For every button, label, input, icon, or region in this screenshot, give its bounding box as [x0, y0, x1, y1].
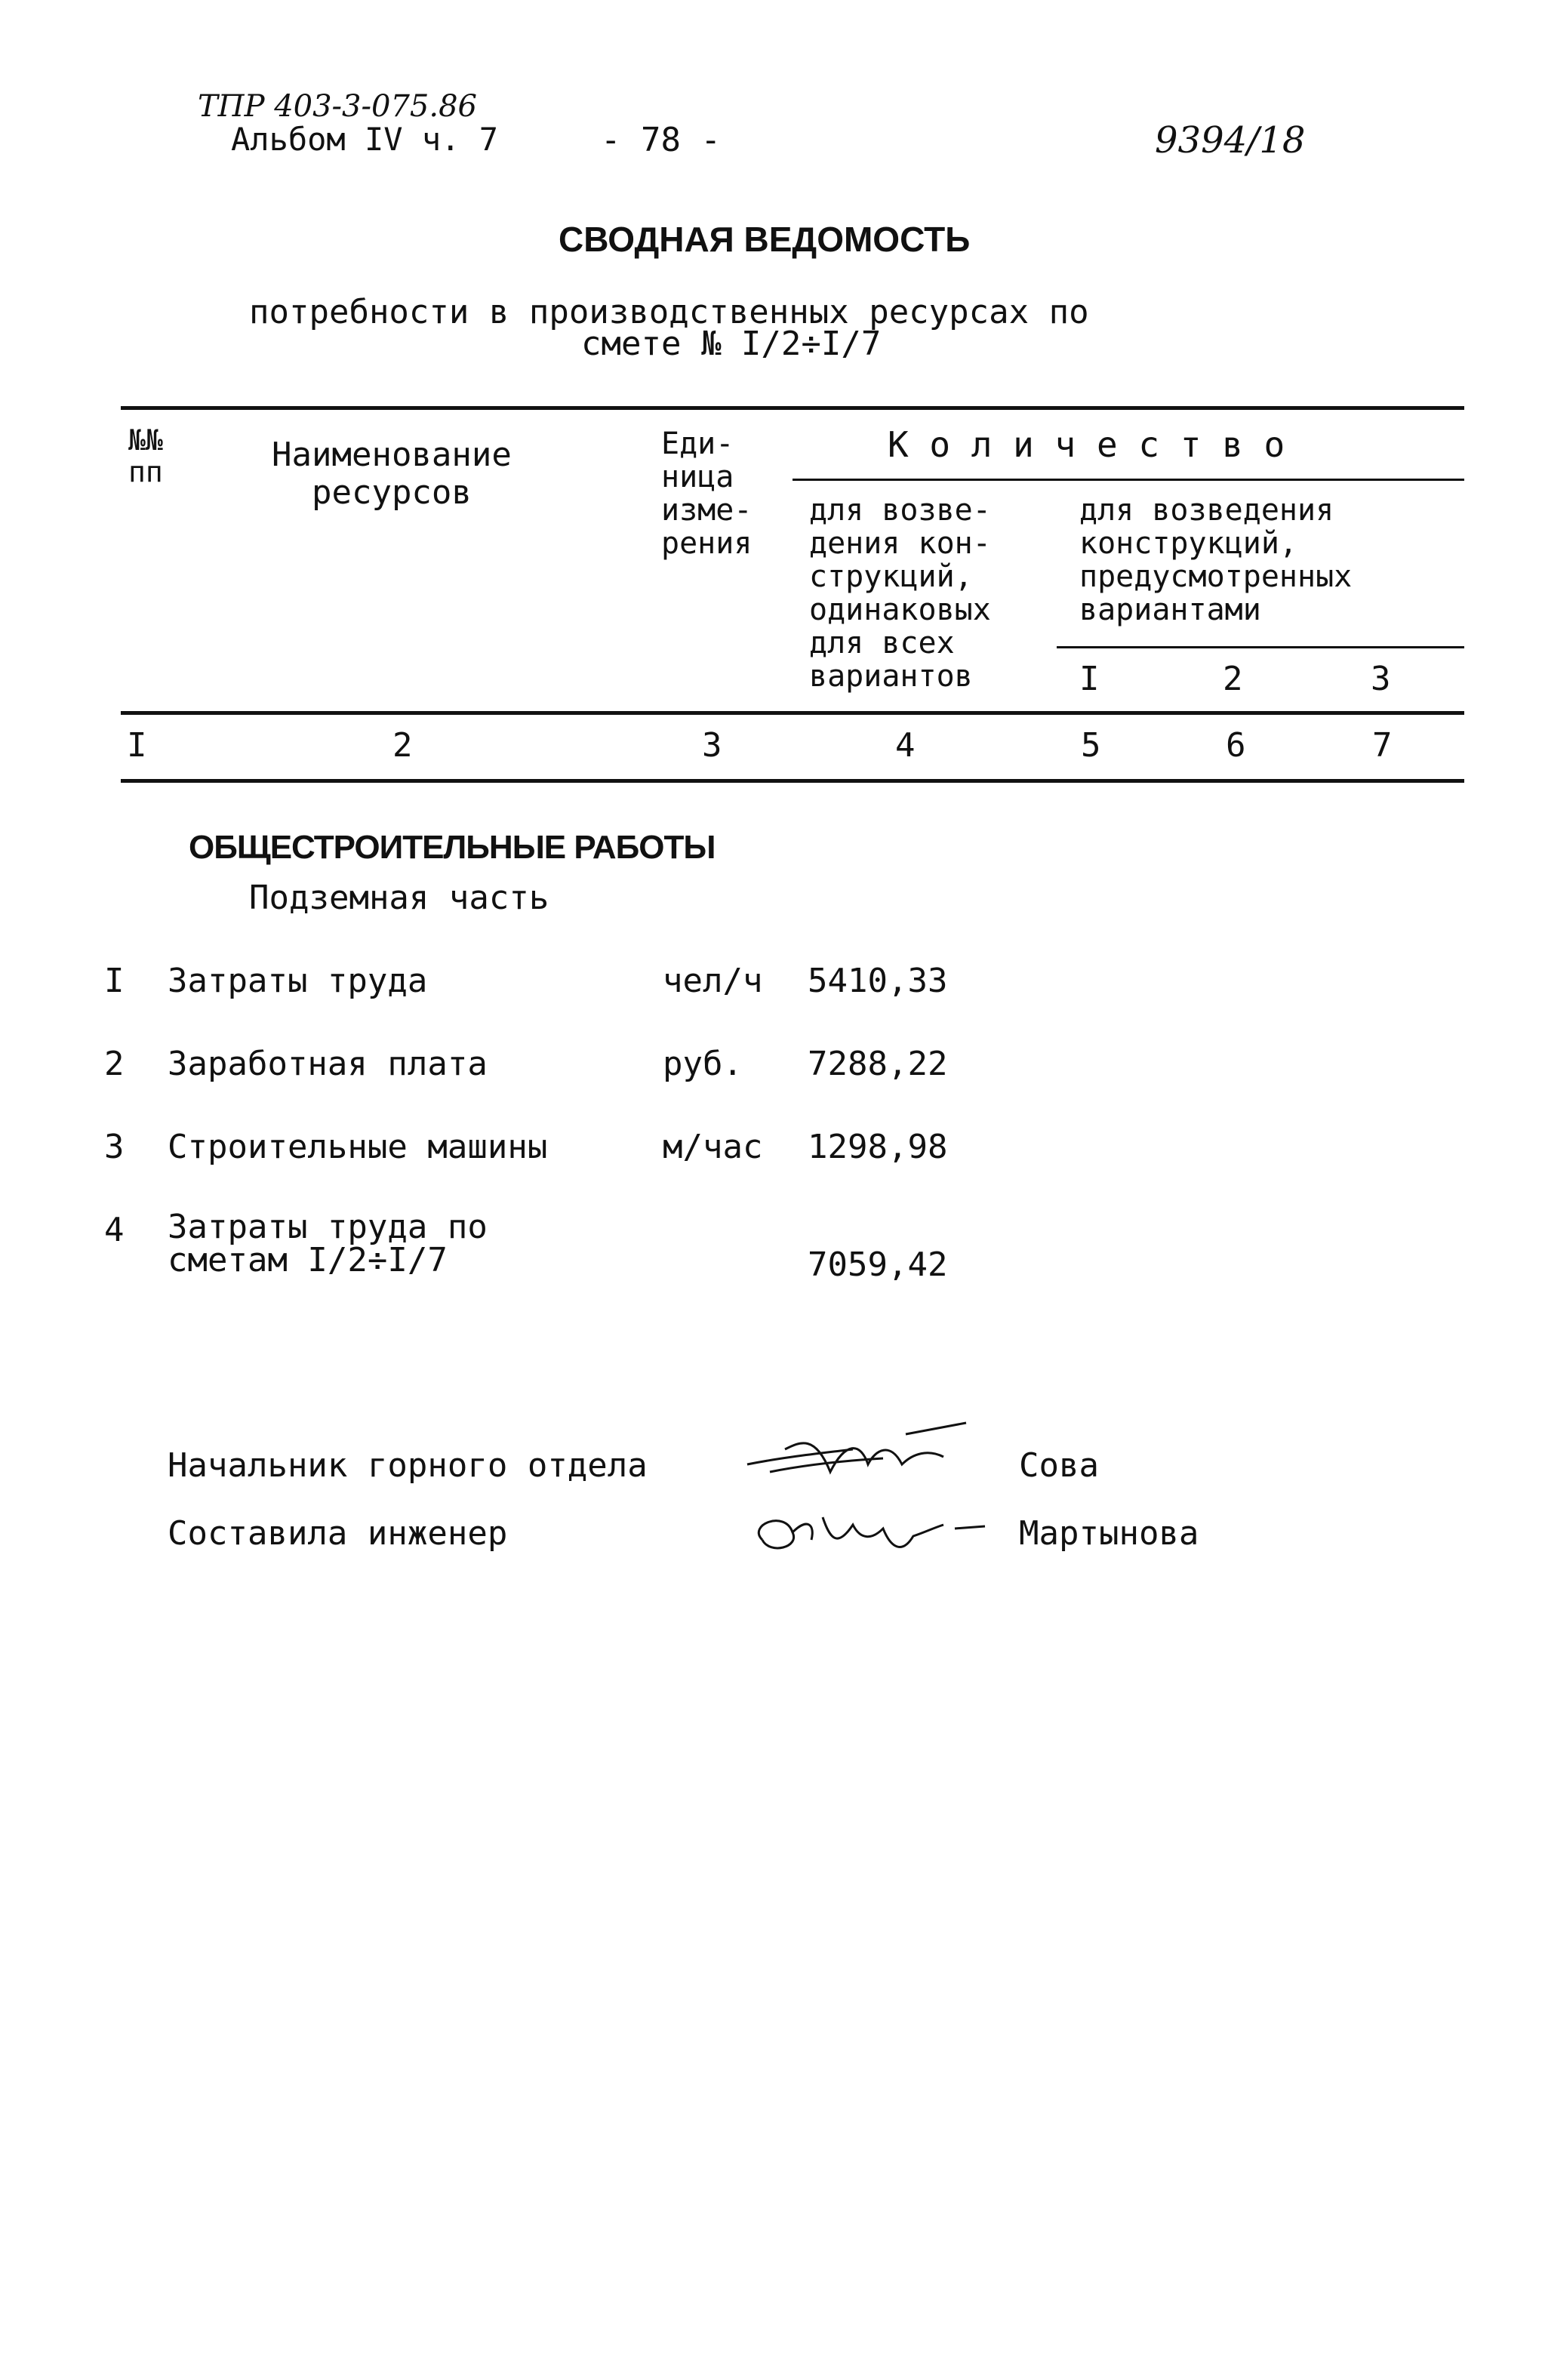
row-resource-name: Затраты труда по сметам I/2÷I/7	[168, 1208, 488, 1279]
colnum-bottom-rule	[121, 779, 1464, 783]
handwritten-signature-1	[740, 1419, 989, 1502]
variants-underline	[1057, 646, 1464, 648]
row-value: 7059,42	[808, 1245, 948, 1284]
subtitle-line2: смете № I/2÷I/7	[581, 325, 882, 363]
row-unit: чел/ч	[663, 962, 763, 1000]
subsection-title: Подземная часть	[249, 879, 549, 917]
row-value: 1298,98	[808, 1128, 948, 1166]
row-resource-name: Заработная плата	[168, 1045, 488, 1083]
row-resource-name: Затраты труда	[168, 962, 428, 1000]
row-value: 5410,33	[808, 962, 948, 1000]
header-variants: для возведения конструкций, предусмотренных вариантами	[1079, 493, 1353, 627]
row-unit: руб.	[663, 1045, 743, 1083]
page-number: - 78 -	[601, 121, 721, 159]
subtitle-line1: потребности в производственных ресурсах по	[249, 293, 1089, 331]
colnum-4: 4	[895, 726, 916, 765]
colnum-5: 5	[1081, 726, 1101, 765]
project-code: ТПР 403-3-075.86	[198, 89, 477, 124]
header-variant-3: 3	[1371, 660, 1391, 698]
colnum-2: 2	[392, 726, 413, 765]
colnum-7: 7	[1372, 726, 1393, 765]
row-number: 4	[104, 1211, 125, 1249]
row-unit: м/час	[663, 1128, 763, 1166]
header-variant-1: I	[1079, 660, 1100, 698]
row-resource-name: Строительные машины	[168, 1128, 548, 1166]
table-top-rule	[121, 406, 1464, 410]
page-title: СВОДНАЯ ВЕДОМОСТЬ	[559, 220, 971, 259]
header-name: Наименование ресурсов	[272, 436, 512, 512]
row-number: 2	[104, 1045, 125, 1083]
header-variant-2: 2	[1223, 660, 1243, 698]
doc-number: 9394/18	[1155, 119, 1306, 162]
signature-name: Сова	[1019, 1446, 1099, 1485]
colnum-3: 3	[702, 726, 722, 765]
row-number: 3	[104, 1128, 125, 1166]
album-label: Альбом IV ч. 7	[231, 121, 499, 158]
handwritten-signature-2	[740, 1495, 989, 1578]
colnum-6: 6	[1226, 726, 1246, 765]
row-number: I	[104, 962, 125, 1000]
header-quantity: К о л и ч е с т в о	[888, 424, 1285, 465]
header-num: №№ пп	[128, 423, 163, 488]
header-common: для возве- дения кон- струкций, одинаковых для всех вариантов	[809, 493, 991, 694]
header-unit: Еди- ница изме- рения	[661, 426, 753, 561]
signature-role: Начальник горного отдела	[168, 1446, 648, 1485]
quantity-underline	[793, 479, 1464, 481]
header-bottom-rule	[121, 711, 1464, 715]
row-value: 7288,22	[808, 1045, 948, 1083]
signature-name: Мартынова	[1019, 1514, 1199, 1553]
colnum-1: I	[127, 726, 147, 765]
signature-role: Составила инженер	[168, 1514, 508, 1553]
section-title: ОБЩЕСТРОИТЕЛЬНЫЕ РАБОТЫ	[189, 829, 716, 866]
